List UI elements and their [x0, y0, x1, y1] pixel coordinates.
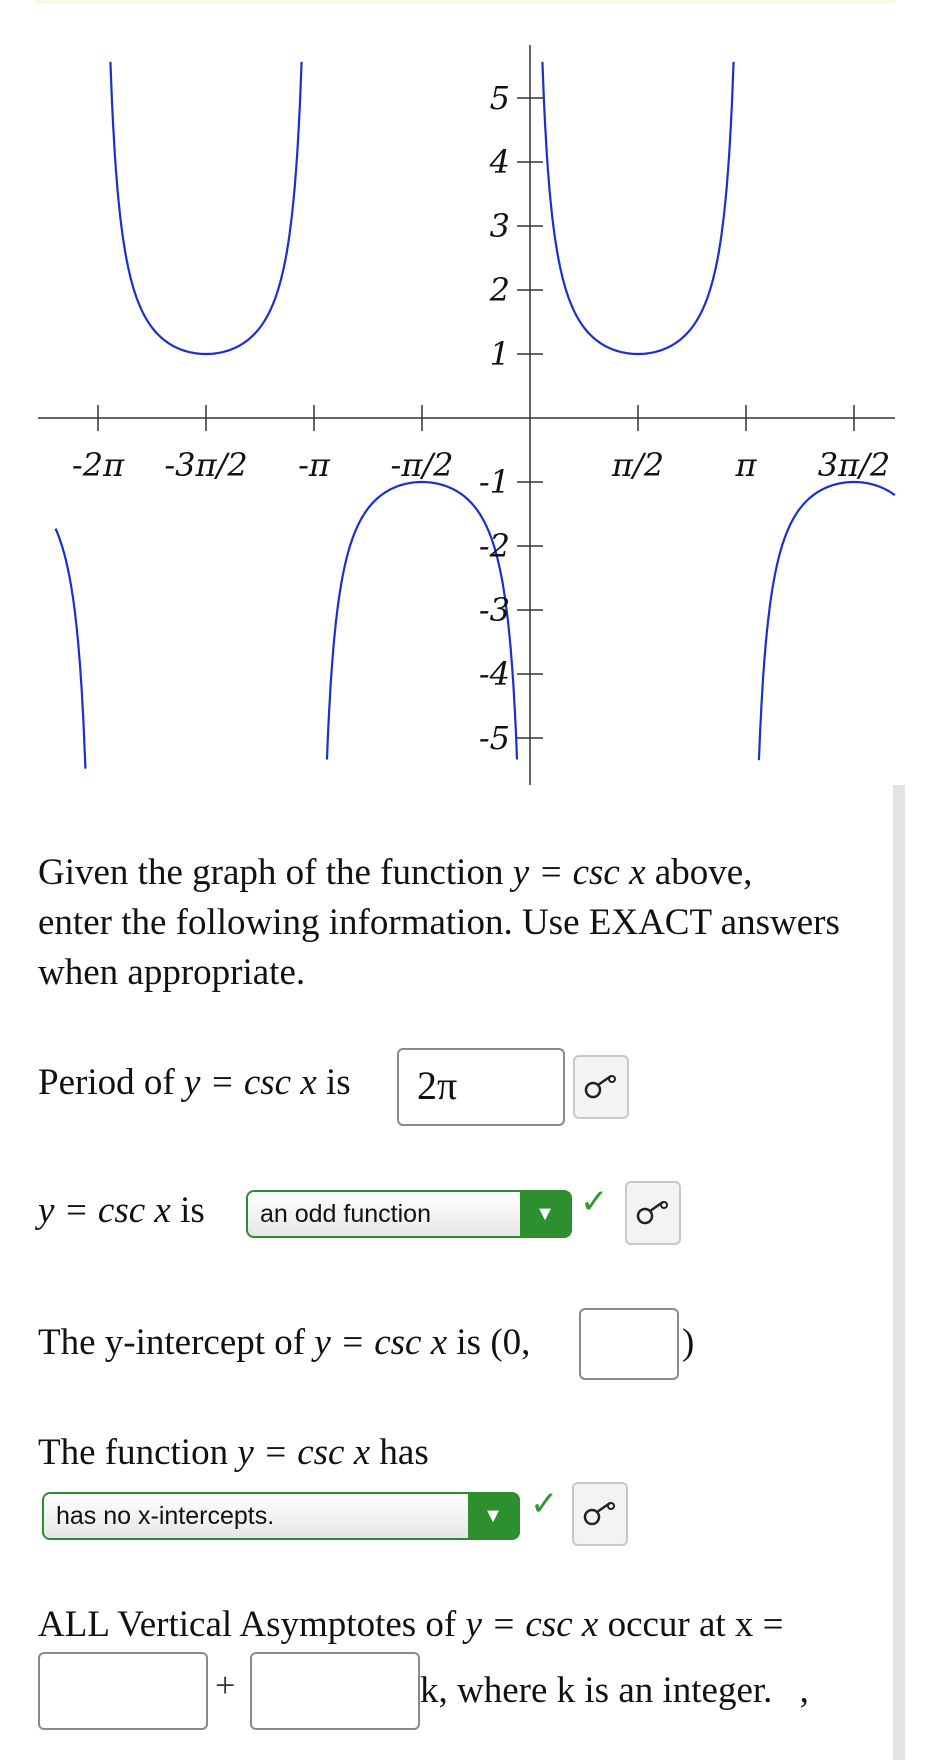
- question-intro: Given the graph of the function: [38, 852, 504, 893]
- csc-branch: [759, 482, 895, 760]
- xintercepts-prefix: The function: [38, 1432, 229, 1473]
- parity-selected-value: an odd function: [260, 1199, 431, 1228]
- csc-branch: [56, 529, 86, 769]
- y-tick-label: -5: [478, 719, 510, 757]
- x-tick-label: -3π/2: [164, 446, 248, 484]
- y-tick-label: 2: [489, 271, 510, 309]
- key-icon: [581, 1072, 621, 1102]
- y-tick-label: 3: [489, 207, 510, 245]
- question-text: [38, 848, 898, 998]
- yintercept-close-paren: ): [682, 1322, 695, 1363]
- period-func: y = csc x: [183, 1062, 317, 1103]
- question-func: y = csc x: [512, 852, 646, 893]
- yintercept-prefix: The y-intercept of: [38, 1322, 306, 1363]
- y-tick-label: 5: [489, 79, 510, 117]
- period-key-button[interactable]: [573, 1055, 629, 1119]
- asymptotes-answer-input-2[interactable]: [250, 1652, 420, 1730]
- parity-correct-check-icon: ✓: [580, 1182, 609, 1222]
- y-tick-label: -4: [478, 655, 510, 693]
- y-tick-label: -3: [478, 591, 510, 629]
- parity-dropdown[interactable]: [246, 1190, 572, 1238]
- asymptotes-answer-input-1[interactable]: [38, 1652, 208, 1730]
- key-icon: [580, 1499, 620, 1529]
- question-line-2: enter the following information. Use EXACT answers: [38, 902, 840, 943]
- xintercepts-dropdown[interactable]: [42, 1492, 520, 1540]
- xintercepts-selected-value: has no x-intercepts.: [56, 1501, 275, 1530]
- x-tick-label: π/2: [611, 446, 665, 484]
- csc-branch: [542, 62, 733, 354]
- x-tick-label: -π: [298, 446, 330, 484]
- csc-branch: [110, 62, 301, 354]
- axes: [38, 45, 895, 785]
- xintercepts-label: [38, 1428, 429, 1478]
- asymptotes-comma: ,: [799, 1670, 809, 1711]
- asymptotes-tail-text: k, where k is an integer.: [420, 1670, 773, 1711]
- yintercept-suffix: is (0,: [456, 1322, 531, 1363]
- chevron-down-icon[interactable]: ▼: [468, 1494, 518, 1538]
- x-tick-label: 3π/2: [817, 446, 891, 484]
- asymptotes-suffix: occur at x =: [607, 1604, 784, 1645]
- question-line-3: when appropriate.: [38, 952, 306, 993]
- period-suffix: is: [326, 1062, 351, 1103]
- curves: [56, 62, 895, 769]
- key-icon: [633, 1198, 673, 1228]
- x-tick-label: π: [735, 446, 757, 484]
- y-tick-label: -2: [478, 527, 510, 565]
- y-tick-label: 4: [489, 143, 510, 181]
- period-answer-input[interactable]: 2π: [397, 1048, 565, 1126]
- x-tick-label: -2π: [71, 446, 125, 484]
- asymptotes-plus: +: [215, 1665, 236, 1705]
- yintercept-label: [38, 1318, 530, 1368]
- y-tick-label: 1: [489, 335, 510, 373]
- parity-func: y = csc x: [38, 1190, 171, 1231]
- asymptotes-prefix: ALL Vertical Asymptotes of: [38, 1604, 457, 1645]
- yintercept-answer-input[interactable]: [579, 1308, 679, 1380]
- xintercepts-correct-check-icon: ✓: [530, 1484, 559, 1524]
- csc-graph: [0, 0, 900, 757]
- parity-label: [38, 1186, 205, 1236]
- period-prefix: Period of: [38, 1062, 175, 1103]
- x-tick-label: -π/2: [390, 446, 454, 484]
- chevron-down-icon[interactable]: ▼: [520, 1192, 570, 1236]
- y-tick-label: -1: [478, 463, 510, 501]
- asymptotes-tail: [420, 1666, 809, 1716]
- xintercepts-suffix: has: [379, 1432, 429, 1473]
- parity-suffix: is: [180, 1190, 205, 1231]
- xintercepts-key-button[interactable]: [572, 1482, 628, 1546]
- question-line-1: [38, 848, 898, 898]
- xintercepts-func: y = csc x: [237, 1432, 371, 1473]
- parity-key-button[interactable]: [625, 1181, 681, 1245]
- yintercept-func: y = csc x: [314, 1322, 448, 1363]
- asymptotes-label: [38, 1600, 784, 1650]
- question-intro-tail: above,: [654, 852, 753, 893]
- period-label: [38, 1058, 351, 1108]
- asymptotes-func: y = csc x: [465, 1604, 599, 1645]
